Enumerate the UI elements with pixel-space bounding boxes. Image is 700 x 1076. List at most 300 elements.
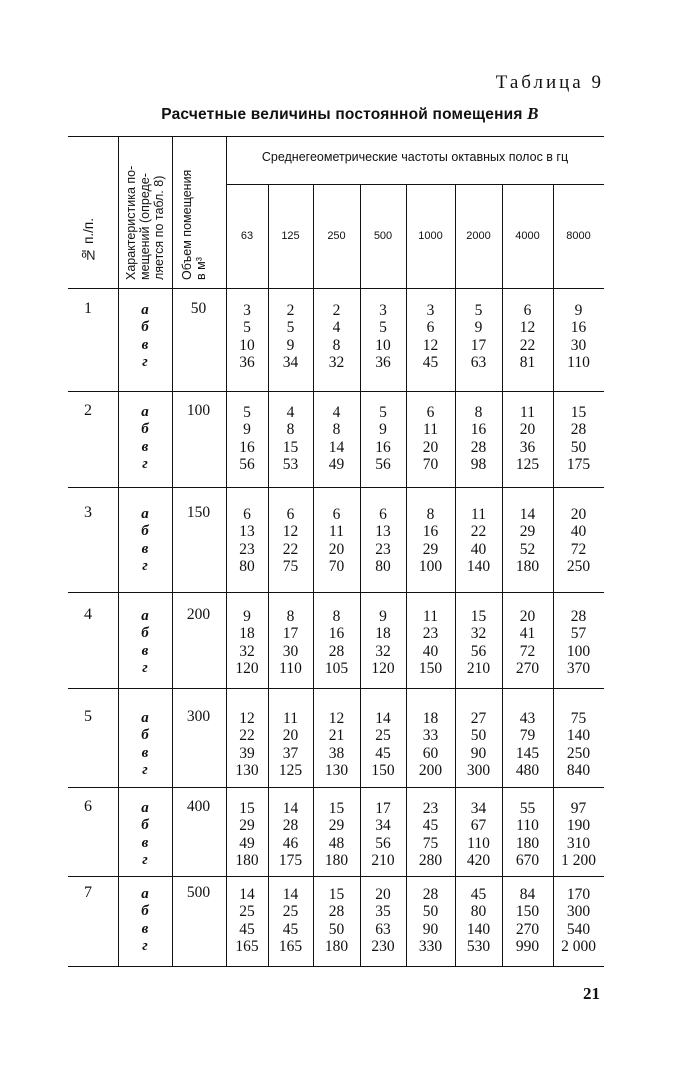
room-constant-value: 4 — [332, 404, 341, 421]
room-constant-value: 84 — [519, 886, 536, 903]
room-constant-value: 28 — [422, 886, 439, 903]
room-constant-value: 12 — [519, 319, 536, 337]
frequency-header: 500 — [373, 230, 393, 242]
value-cell — [406, 302, 455, 372]
room-constant-value: 11 — [283, 710, 298, 727]
room-constant-value: 29 — [328, 817, 345, 835]
room-characteristic-letter: а — [141, 608, 149, 624]
page-number: 21 — [583, 984, 600, 1003]
room-constant-value: 100 — [566, 642, 591, 660]
room-constant-value: 40 — [570, 523, 587, 541]
value-cell — [226, 608, 268, 678]
row-number: 5 — [84, 708, 92, 725]
room-characteristic-letter: г — [142, 852, 148, 869]
room-characteristic-letter: в — [141, 834, 149, 851]
room-constant-value: 20 — [375, 886, 391, 903]
frequency-header: 1000 — [418, 230, 443, 242]
room-constant-value: 48 — [328, 834, 345, 852]
room-constant-value: 14 — [519, 506, 536, 523]
room-characteristic-letters — [120, 710, 170, 780]
value-cell — [406, 608, 455, 678]
value-cell — [226, 302, 268, 372]
room-constant-value: 28 — [470, 438, 487, 456]
room-constant-value: 28 — [570, 421, 587, 439]
room-volume: 400 — [186, 798, 211, 815]
room-characteristic-letters — [120, 302, 170, 372]
room-constant-value: 5 — [286, 319, 295, 337]
value-cell — [360, 404, 406, 474]
value-cell — [406, 404, 455, 474]
room-constant-value: 180 — [515, 834, 540, 852]
room-constant-value: 5 — [243, 319, 251, 337]
room-constant-value: 67 — [470, 817, 487, 835]
value-cell — [268, 710, 313, 780]
room-constant-value: 165 — [278, 938, 303, 956]
room-volume: 300 — [186, 708, 211, 725]
value-cell — [502, 302, 553, 372]
frequency-header: 250 — [327, 230, 346, 242]
room-constant-value: 14 — [282, 886, 299, 903]
value-cell — [553, 886, 604, 956]
room-constant-value: 18 — [422, 710, 439, 727]
room-constant-value: 50 — [422, 903, 439, 921]
room-constant-value: 6 — [426, 319, 435, 337]
value-cell — [406, 800, 455, 870]
header-volume: Объем помещения в м³ — [180, 169, 208, 280]
room-constant-value: 16 — [328, 625, 345, 643]
room-constant-value: 120 — [371, 660, 395, 678]
room-constant-value: 56 — [239, 456, 255, 474]
room-constant-value: 6 — [243, 506, 251, 523]
value-cell — [502, 404, 553, 474]
value-cell — [553, 800, 604, 870]
frequency-header: 2000 — [466, 230, 491, 242]
row-number: 4 — [84, 606, 92, 623]
room-constant-value: 3 — [426, 302, 435, 319]
room-constant-value: 2 — [286, 302, 295, 319]
room-constant-value: 25 — [282, 903, 299, 921]
value-cell — [502, 710, 553, 780]
room-constant-value: 20 — [519, 421, 536, 439]
room-constant-value: 12 — [328, 710, 345, 727]
room-constant-value: 98 — [470, 456, 487, 474]
room-characteristic-letters — [120, 506, 170, 576]
column-rule — [172, 136, 173, 966]
room-characteristic-letter: в — [141, 438, 149, 455]
room-constant-value: 6 — [523, 302, 532, 319]
room-constant-value: 46 — [282, 834, 299, 852]
header-bottom-rule — [68, 288, 604, 289]
room-constant-value: 5 — [379, 319, 387, 337]
room-constant-value: 22 — [239, 727, 255, 745]
room-characteristic-letter: а — [141, 710, 149, 726]
room-constant-value: 6 — [332, 506, 341, 523]
value-cell — [553, 404, 604, 474]
room-constant-value: 80 — [239, 558, 255, 576]
room-constant-value: 56 — [470, 642, 487, 660]
room-constant-value: 8 — [286, 421, 295, 439]
room-constant-value: 90 — [422, 920, 439, 938]
room-constant-value: 23 — [422, 625, 439, 643]
room-characteristic-letter: б — [141, 625, 149, 642]
room-constant-value: 130 — [324, 762, 349, 780]
room-constant-value: 330 — [418, 938, 443, 956]
value-cell — [268, 886, 313, 956]
room-constant-value: 140 — [466, 558, 491, 576]
room-constant-value: 14 — [282, 800, 299, 817]
room-volume: 100 — [186, 402, 211, 419]
room-constant-value: 9 — [243, 421, 251, 439]
room-constant-value: 180 — [324, 852, 349, 870]
room-constant-value: 25 — [375, 727, 391, 745]
room-constant-value: 4 — [332, 319, 341, 337]
row-number: 1 — [84, 300, 92, 317]
room-constant-value: 50 — [570, 438, 587, 456]
value-cell — [226, 800, 268, 870]
room-constant-value: 210 — [371, 852, 395, 870]
room-constant-value: 79 — [519, 727, 536, 745]
room-constant-value: 80 — [470, 903, 487, 921]
room-constant-value: 6 — [379, 506, 387, 523]
room-characteristic-letter: а — [141, 506, 149, 522]
room-constant-value: 17 — [375, 800, 391, 817]
room-constant-value: 150 — [371, 762, 395, 780]
room-constant-value: 63 — [470, 354, 487, 372]
room-constant-value: 70 — [328, 558, 345, 576]
room-characteristic-letter: а — [141, 800, 149, 816]
room-constant-value: 8 — [332, 608, 341, 625]
room-constant-value: 28 — [570, 608, 587, 625]
room-constant-value: 20 — [328, 540, 345, 558]
room-constant-value: 45 — [239, 920, 255, 938]
value-cell — [268, 608, 313, 678]
table-bottom-rule — [68, 966, 604, 967]
room-constant-value: 9 — [286, 336, 295, 354]
room-constant-value: 9 — [574, 302, 583, 319]
room-constant-value: 15 — [470, 608, 487, 625]
room-constant-value: 57 — [570, 625, 587, 643]
room-constant-value: 56 — [375, 834, 391, 852]
room-constant-value: 110 — [516, 817, 539, 835]
room-characteristic-letters — [120, 886, 170, 956]
room-constant-value: 4 — [286, 404, 295, 421]
room-constant-value: 17 — [282, 625, 299, 643]
group-rule — [68, 876, 604, 877]
room-characteristic-letter: г — [142, 762, 148, 779]
room-constant-value: 9 — [243, 608, 251, 625]
value-cell — [360, 506, 406, 576]
room-constant-value: 12 — [422, 336, 439, 354]
room-constant-value: 50 — [470, 727, 487, 745]
room-constant-value: 480 — [515, 762, 540, 780]
room-constant-value: 270 — [515, 660, 540, 678]
table-top-rule — [68, 136, 604, 137]
room-characteristic-letter: б — [141, 523, 149, 540]
room-constant-value: 17 — [470, 336, 487, 354]
room-constant-value: 97 — [570, 800, 587, 817]
room-constant-value: 250 — [566, 744, 591, 762]
room-constant-value: 45 — [375, 744, 391, 762]
frequency-header: 4000 — [515, 230, 540, 242]
room-constant-value: 10 — [375, 336, 391, 354]
value-cell — [226, 886, 268, 956]
room-constant-value: 125 — [515, 456, 540, 474]
value-cell — [502, 608, 553, 678]
room-constant-value: 28 — [328, 642, 345, 660]
room-characteristic-letters — [120, 608, 170, 678]
room-constant-value: 5 — [379, 404, 387, 421]
room-constant-value: 81 — [519, 354, 536, 372]
room-constant-value: 45 — [422, 817, 439, 835]
value-cell — [553, 710, 604, 780]
room-constant-value: 36 — [375, 354, 391, 372]
room-constant-value: 230 — [371, 938, 395, 956]
room-constant-value: 18 — [375, 625, 391, 643]
room-characteristic-letter: а — [141, 404, 149, 420]
room-constant-value: 12 — [239, 710, 255, 727]
room-constant-value: 45 — [282, 920, 299, 938]
room-constant-value: 300 — [566, 903, 591, 921]
room-constant-value: 23 — [375, 540, 391, 558]
room-constant-value: 9 — [379, 421, 387, 439]
room-characteristic-letter: б — [141, 319, 149, 336]
value-cell — [226, 506, 268, 576]
room-constant-value: 9 — [474, 319, 483, 337]
room-constant-value: 36 — [519, 438, 536, 456]
group-rule — [68, 487, 604, 488]
group-rule — [68, 391, 604, 392]
room-constant-value: 310 — [566, 834, 591, 852]
room-constant-value: 32 — [470, 625, 487, 643]
value-cell — [360, 886, 406, 956]
room-constant-value: 270 — [515, 920, 540, 938]
room-constant-value: 10 — [239, 336, 255, 354]
room-volume: 50 — [190, 300, 207, 317]
room-constant-value: 11 — [423, 421, 438, 439]
room-constant-value: 37 — [282, 744, 299, 762]
room-constant-value: 175 — [566, 456, 591, 474]
room-constant-value: 11 — [471, 506, 486, 523]
room-characteristic-letters — [120, 404, 170, 474]
room-constant-value: 540 — [566, 920, 591, 938]
room-constant-value: 5 — [474, 302, 483, 319]
room-constant-value: 6 — [286, 506, 295, 523]
room-constant-value: 2 — [332, 302, 341, 319]
room-constant-value: 80 — [375, 558, 391, 576]
room-constant-value: 16 — [375, 438, 391, 456]
room-characteristic-letter: г — [142, 456, 148, 473]
room-constant-value: 40 — [422, 642, 439, 660]
room-constant-value: 36 — [239, 354, 255, 372]
row-number: 2 — [84, 402, 92, 419]
row-number: 3 — [84, 504, 92, 521]
room-constant-value: 110 — [467, 834, 490, 852]
value-cell — [502, 886, 553, 956]
room-constant-value: 34 — [375, 817, 391, 835]
value-cell — [268, 506, 313, 576]
room-constant-value: 12 — [282, 523, 299, 541]
value-cell — [226, 710, 268, 780]
room-constant-value: 16 — [470, 421, 487, 439]
room-constant-value: 34 — [282, 354, 299, 372]
room-constant-value: 63 — [375, 920, 391, 938]
room-constant-value: 990 — [515, 938, 540, 956]
room-constant-value: 140 — [566, 727, 591, 745]
room-constant-value: 15 — [570, 404, 587, 421]
room-constant-value: 32 — [239, 642, 255, 660]
room-constant-value: 21 — [328, 727, 345, 745]
room-constant-value: 38 — [328, 744, 345, 762]
room-characteristic-letter: в — [141, 642, 149, 659]
room-constant-value: 41 — [519, 625, 536, 643]
room-constant-value: 18 — [239, 625, 255, 643]
room-constant-value: 150 — [515, 903, 540, 921]
table-title — [0, 104, 700, 124]
room-constant-value: 20 — [519, 608, 536, 625]
room-constant-value: 30 — [570, 336, 587, 354]
room-constant-value: 29 — [519, 523, 536, 541]
room-constant-value: 32 — [328, 354, 345, 372]
room-constant-value: 15 — [328, 886, 345, 903]
value-cell — [360, 608, 406, 678]
room-constant-value: 28 — [328, 903, 345, 921]
room-constant-value: 53 — [282, 456, 299, 474]
room-constant-value: 70 — [422, 456, 439, 474]
room-constant-value: 90 — [470, 744, 487, 762]
header-characteristic: Характеристика по- мещений (опреде- ляется по табл. 8) — [124, 165, 166, 280]
room-constant-value: 190 — [566, 817, 591, 835]
room-constant-value: 20 — [570, 506, 587, 523]
value-cell — [360, 800, 406, 870]
value-cell — [406, 886, 455, 956]
room-constant-value: 16 — [570, 319, 587, 337]
room-constant-value: 32 — [375, 642, 391, 660]
room-volume: 500 — [186, 884, 211, 901]
room-constant-value: 20 — [282, 727, 299, 745]
value-cell — [360, 710, 406, 780]
room-constant-value: 75 — [282, 558, 299, 576]
room-constant-value: 105 — [324, 660, 349, 678]
value-cell — [313, 608, 360, 678]
room-constant-value: 3 — [243, 302, 251, 319]
group-rule — [68, 592, 604, 593]
room-volume: 200 — [186, 606, 211, 623]
group-rule — [68, 688, 604, 689]
room-constant-value: 72 — [570, 540, 587, 558]
room-constant-value: 370 — [566, 660, 591, 678]
frequency-header: 125 — [281, 230, 300, 242]
room-constant-value: 34 — [470, 800, 487, 817]
value-cell — [360, 302, 406, 372]
value-cell — [268, 404, 313, 474]
room-constant-value: 35 — [375, 903, 391, 921]
room-volume: 150 — [186, 504, 211, 521]
value-cell — [553, 506, 604, 576]
room-characteristic-letter: а — [141, 302, 149, 318]
value-cell — [455, 302, 502, 372]
room-constant-value: 15 — [239, 800, 255, 817]
room-constant-value: 22 — [282, 540, 299, 558]
room-constant-value: 120 — [235, 660, 259, 678]
value-cell — [313, 506, 360, 576]
value-cell — [455, 506, 502, 576]
value-cell — [455, 404, 502, 474]
room-constant-value: 165 — [235, 938, 259, 956]
room-constant-value: 23 — [239, 540, 255, 558]
room-constant-value: 14 — [375, 710, 391, 727]
room-characteristic-letters — [120, 800, 170, 870]
room-constant-value: 11 — [329, 523, 344, 541]
room-constant-value: 6 — [426, 404, 435, 421]
frequency-header: 63 — [240, 230, 254, 242]
room-constant-value: 50 — [328, 920, 345, 938]
room-constant-value: 16 — [422, 523, 439, 541]
row-number: 7 — [84, 884, 92, 901]
room-constant-value: 11 — [520, 404, 535, 421]
value-cell — [268, 800, 313, 870]
room-constant-value: 250 — [566, 558, 591, 576]
value-cell — [313, 886, 360, 956]
room-constant-value: 49 — [239, 834, 255, 852]
room-constant-value: 2 000 — [561, 938, 596, 956]
room-constant-value: 145 — [515, 744, 540, 762]
room-constant-value: 15 — [328, 800, 345, 817]
room-constant-value: 11 — [423, 608, 438, 625]
room-constant-value: 16 — [239, 438, 255, 456]
room-constant-value: 3 — [379, 302, 387, 319]
value-cell — [502, 800, 553, 870]
room-constant-value: 14 — [239, 886, 255, 903]
room-constant-value: 60 — [422, 744, 439, 762]
room-constant-value: 25 — [239, 903, 255, 921]
value-cell — [455, 886, 502, 956]
room-constant-value: 420 — [466, 852, 491, 870]
room-constant-value: 29 — [239, 817, 255, 835]
room-constant-value: 22 — [519, 336, 536, 354]
room-constant-value: 52 — [519, 540, 536, 558]
room-constant-value: 280 — [418, 852, 443, 870]
room-constant-value: 180 — [235, 852, 259, 870]
value-cell — [406, 710, 455, 780]
room-constant-value: 29 — [422, 540, 439, 558]
room-characteristic-letter: б — [141, 421, 149, 438]
room-constant-value: 9 — [379, 608, 387, 625]
room-constant-value: 30 — [282, 642, 299, 660]
value-cell — [455, 608, 502, 678]
room-constant-value: 8 — [474, 404, 483, 421]
room-constant-value: 175 — [278, 852, 303, 870]
room-constant-value: 75 — [422, 834, 439, 852]
room-constant-value: 28 — [282, 817, 299, 835]
room-constant-value: 13 — [239, 523, 255, 541]
room-constant-value: 14 — [328, 438, 345, 456]
room-constant-value: 20 — [422, 438, 439, 456]
room-characteristic-letter: в — [141, 540, 149, 557]
value-cell — [406, 506, 455, 576]
room-constant-value: 300 — [466, 762, 491, 780]
value-cell — [553, 302, 604, 372]
room-constant-value: 55 — [519, 800, 536, 817]
room-constant-value: 72 — [519, 642, 536, 660]
table-title-text: Расчетные величины постоянной помещения — [161, 106, 523, 123]
value-cell — [502, 506, 553, 576]
room-constant-value: 110 — [567, 354, 590, 372]
group-rule — [68, 787, 604, 788]
room-constant-value: 5 — [243, 404, 251, 421]
room-constant-value: 840 — [566, 762, 591, 780]
frequency-header-rule — [226, 184, 604, 185]
room-constant-value: 130 — [235, 762, 259, 780]
